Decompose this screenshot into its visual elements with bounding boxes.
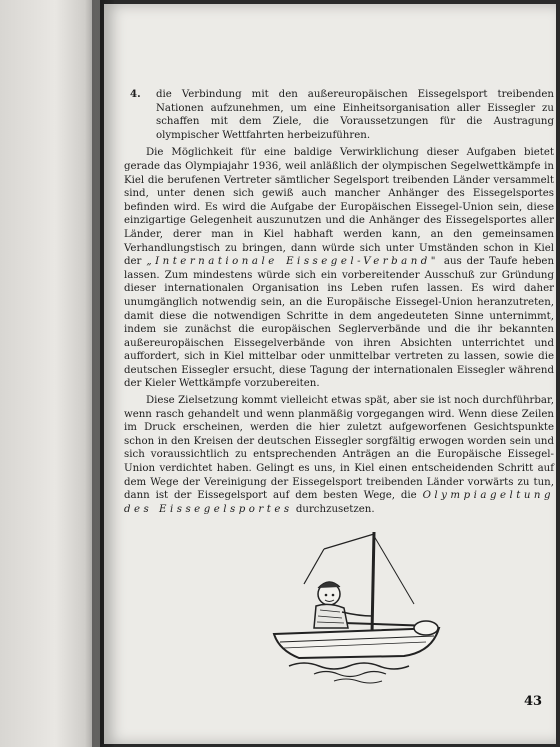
book-page <box>104 4 556 744</box>
emphasized-olympic-status: Olympiageltung des Eissegelsportes <box>124 490 554 515</box>
left-page-edge <box>0 0 100 747</box>
item-number: 4. <box>130 88 141 100</box>
item-text: die Verbindung mit den außereuropäischen Eissegelsport treibenden Nationen aufzunehmen, um eine Einheitsorganisation aller Eissegler zu schaffen mit dem Ziele, die Voraussetzungen für die Austragung olympischer Wettfahrten herbeizuführen. <box>156 89 554 141</box>
paragraph-2-text-b: durchzusetzen. <box>295 503 375 515</box>
paragraph-1-text-a: Die Möglichkeit für eine baldige Verwirklichung dieser Aufgaben bietet gerade das Olympiajahr 1936, weil anläßlich der olympischen Segelwettkämpfe in Kiel die berufenen Vertreter sämtlicher Segelsport treibenden Länder versammelt sind, unter denen sich gewiß auch mancher Anhänger des Eissegelsportes befinden wird. Es wird die Aufgabe der Europäischen Eissegel-Union sein, diese einzigartige Gelegenheit auszunutzen und die Anhänger des Eissegelsportes aller Länder, derer man in Kiel habhaft werden kann, an den gemeinsamen Verhandlungstisch zu bringen, dann würde sich unter Umständen schon in Kiel der <box>124 147 554 268</box>
page-number: 43 <box>524 694 543 709</box>
page-text <box>124 88 554 516</box>
paragraph-1-text-b: aus der Taufe heben lassen. Zum mindestens würde sich ein vorbereitender Ausschuß zur Gründung dieser internationalen Organisation ins Leben rufen lassen. Es wird daher unumgänglich notwendig sein, an die Europäische Eissegel-Union heranzutreten, damit diese die notwendigen Schritte in dem angedeuteten Sinne unternimmt, indem sie zunächst die europäischen Seglerverbände und die ihr bekannten außereuropäischen Eissegelverbände von ihren Absichten unterrichtet und auffordert, sich in Kiel mittelbar oder unmittelbar vertreten zu lassen, sowie die deutschen Eissegler ersucht, diese Tagung der internationalen Eissegler während der Kieler Wettkämpfe vorzubereiten. <box>124 256 555 390</box>
paragraph-2 <box>124 394 554 516</box>
paragraph-1 <box>124 146 554 391</box>
numbered-item <box>124 88 554 142</box>
paragraph-2-text-a: Diese Zielsetzung kommt vielleicht etwas spät, aber sie ist noch durchführbar, wenn rasch gehandelt und wenn planmäßig vorgegangen wird. Wenn diese Zeilen im Druck erscheinen, werden die hier zuletzt aufgeworfenen Gesichtspunkte schon in den Kreisen der deutschen Eissegler sorgfältig erwogen worden sein und sich voraussichtlich zu entsprechenden Anträgen an die Europäische Eissegel-Union verdichtet haben. Gelingt es uns, in Kiel einen entscheidenden Schritt auf dem Wege der Vereinigung der Eissegelsport treibenden Länder vorwärts zu tun, dann ist der Eissegelsport auf dem besten Wege, die <box>124 395 554 502</box>
emphasized-federation-name: „Internationale Eissegel-Verband" <box>146 256 439 268</box>
sailor-boat-illustration <box>254 524 454 684</box>
